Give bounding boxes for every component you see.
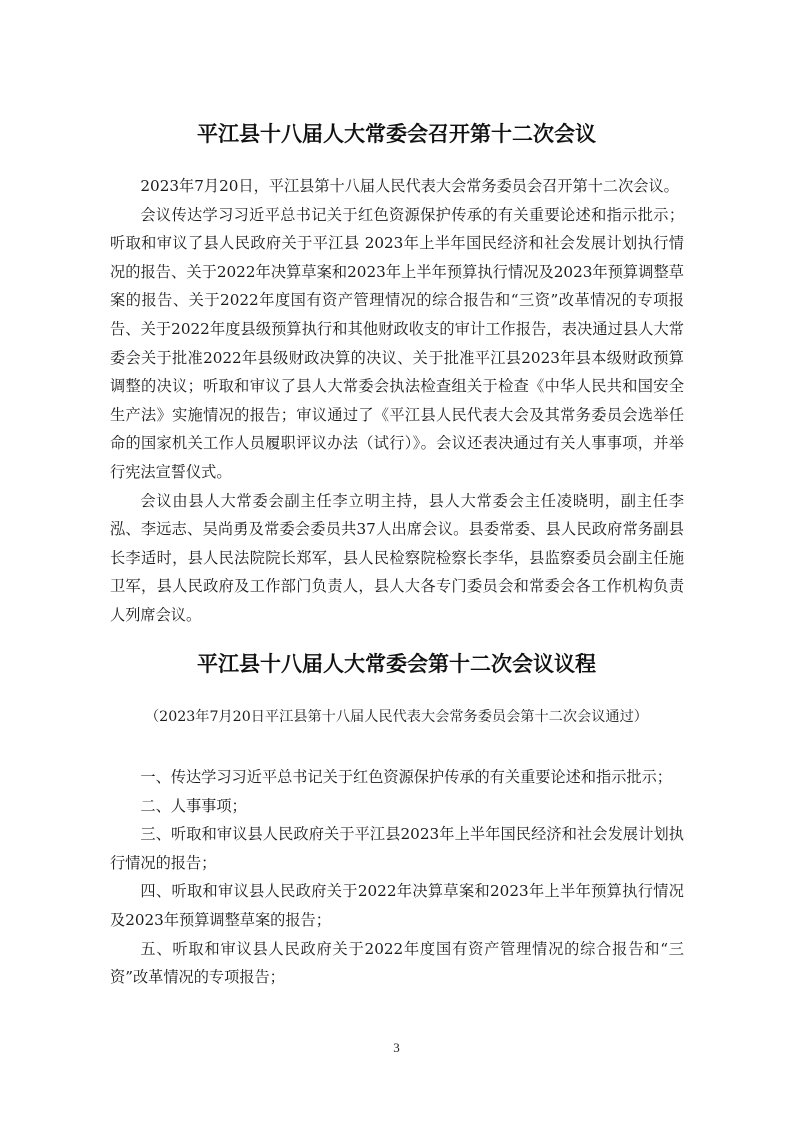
agenda-subtitle: （2023年7月20日平江县第十八届人民代表大会常务委员会第十二次会议通过） (144, 709, 648, 725)
agenda-item: 一、传达学习习近平总书记关于红色资源保护传承的有关重要论述和指示批示； (140, 768, 672, 786)
article-title: 平江县十八届人大常委会召开第十二次会议 (197, 122, 596, 146)
article-paragraph-date: 2023年7月20日，平江县第十八届人民代表大会常务委员会召开第十二次会议。 (140, 177, 679, 195)
article-paragraph-attendees: 会议由县人大常委会副主任李立明主持，县人大常委会主任凌晓明，副主任李泓、李远志、吴尚勇及常委会委员共37人出席会议。县委常委、县人民政府常务副县长李适时，县人民法院院长郑军，县人民检察院检察长李华，县监察委员会副主任施卫军，县人民政府及工作部门负责人，县人大各专门委员会和常委会各工作机构负责人列席会议。 (110, 491, 684, 624)
article-body (110, 172, 684, 630)
agenda-item: 五、听取和审议县人民政府关于2022年度国有资产管理情况的综合报告和“三资”改革情况的专项报告； (110, 939, 684, 987)
agenda-item: 四、听取和审议县人民政府关于2022年决算草案和2023年上半年预算执行情况及2023年预算调整草案的报告； (110, 882, 684, 929)
agenda-list (110, 763, 684, 992)
article-paragraph-agenda-summary: 会议传达学习习近平总书记关于红色资源保护传承的有关重要论述和指示批示；听取和审议了县人民政府关于平江县 2023年上半年国民经济和社会发展计划执行情况的报告、关于2022年决算草案和2023年上半年预算执行情况及2023年预算调整草案的报告、关于2022年度国有资产管理情况的综合报告和“三资”改革情况的专项报告、关于2022年度县级预算执行和其他财政收支的审计工作报告，表决通过县人大常委会关于批准2022年县级财政决算的决议、关于批准平江县2023年县本级财政预算调整的决议；听取和审议了县人大常委会执法检查组关于检查《中华人民共和国安全生产法》实施情况的报告；审议通过了《平江县人民代表大会及其常务委员会选举任命的国家机关工作人员履职评议办法（试行）》。会议还表决通过有关人事事项，并举行宪法宣誓仪式。 (110, 205, 684, 481)
page-number: 3 (393, 1040, 400, 1055)
agenda-title: 平江县十八届人大常委会第十二次会议议程 (197, 652, 596, 676)
agenda-item: 二、人事事项； (140, 796, 247, 815)
agenda-item: 三、听取和审议县人民政府关于平江县2023年上半年国民经济和社会发展计划执行情况的报告； (110, 825, 684, 872)
